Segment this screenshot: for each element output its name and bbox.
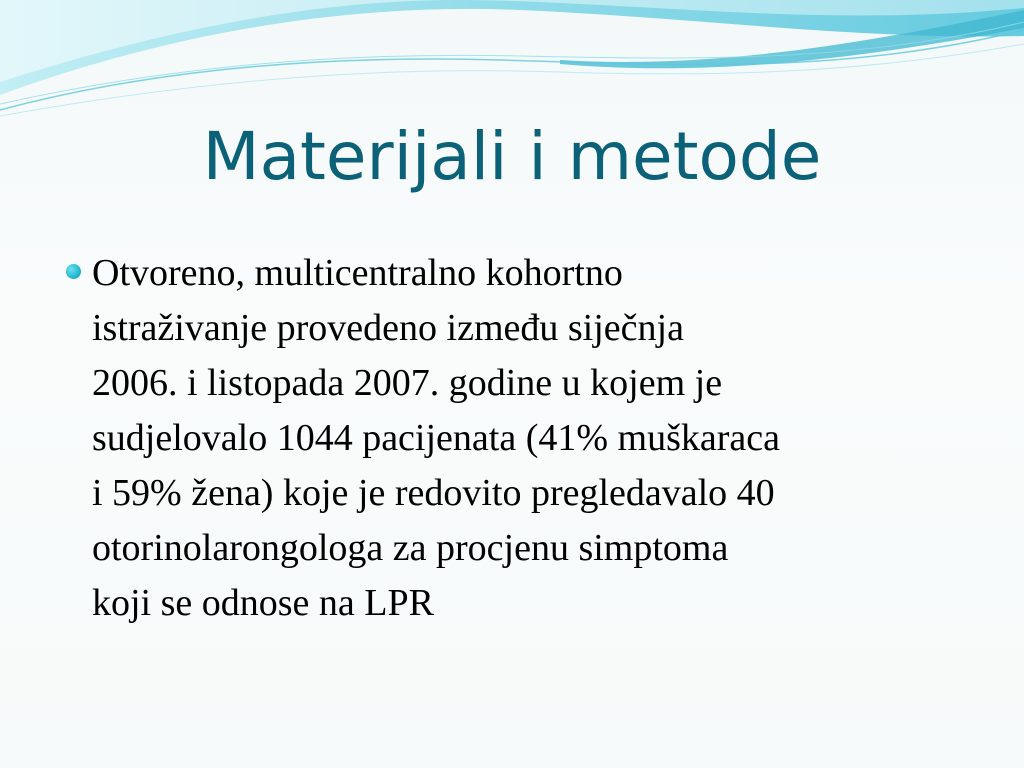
bullet-list [66,246,966,631]
bullet-text-line: otorinolarongologa za procjenu simptoma [92,527,729,569]
wave-line-3 [0,44,1024,116]
slide-title: Materijali i metode [202,118,822,195]
bullet-text-line: i 59% žena) koje je redovito pregledavalo 40 [92,472,775,514]
bullet-text-line: Otvoreno, multicentralno kohortno [92,252,623,294]
bullet-text-line: sudjelovalo 1044 pacijenata (41% muškaraca [92,417,780,459]
bullet-text-line: istraživanje provedeno između siječnja [92,307,684,349]
bullet-item [66,246,966,631]
bullet-dot-icon [66,264,81,279]
bullet-text-line: 2006. i listopada 2007. godine u kojem je [92,362,723,404]
bullet-text-line: koji se odnose na LPR [92,582,434,624]
decorative-waves [0,0,1024,130]
